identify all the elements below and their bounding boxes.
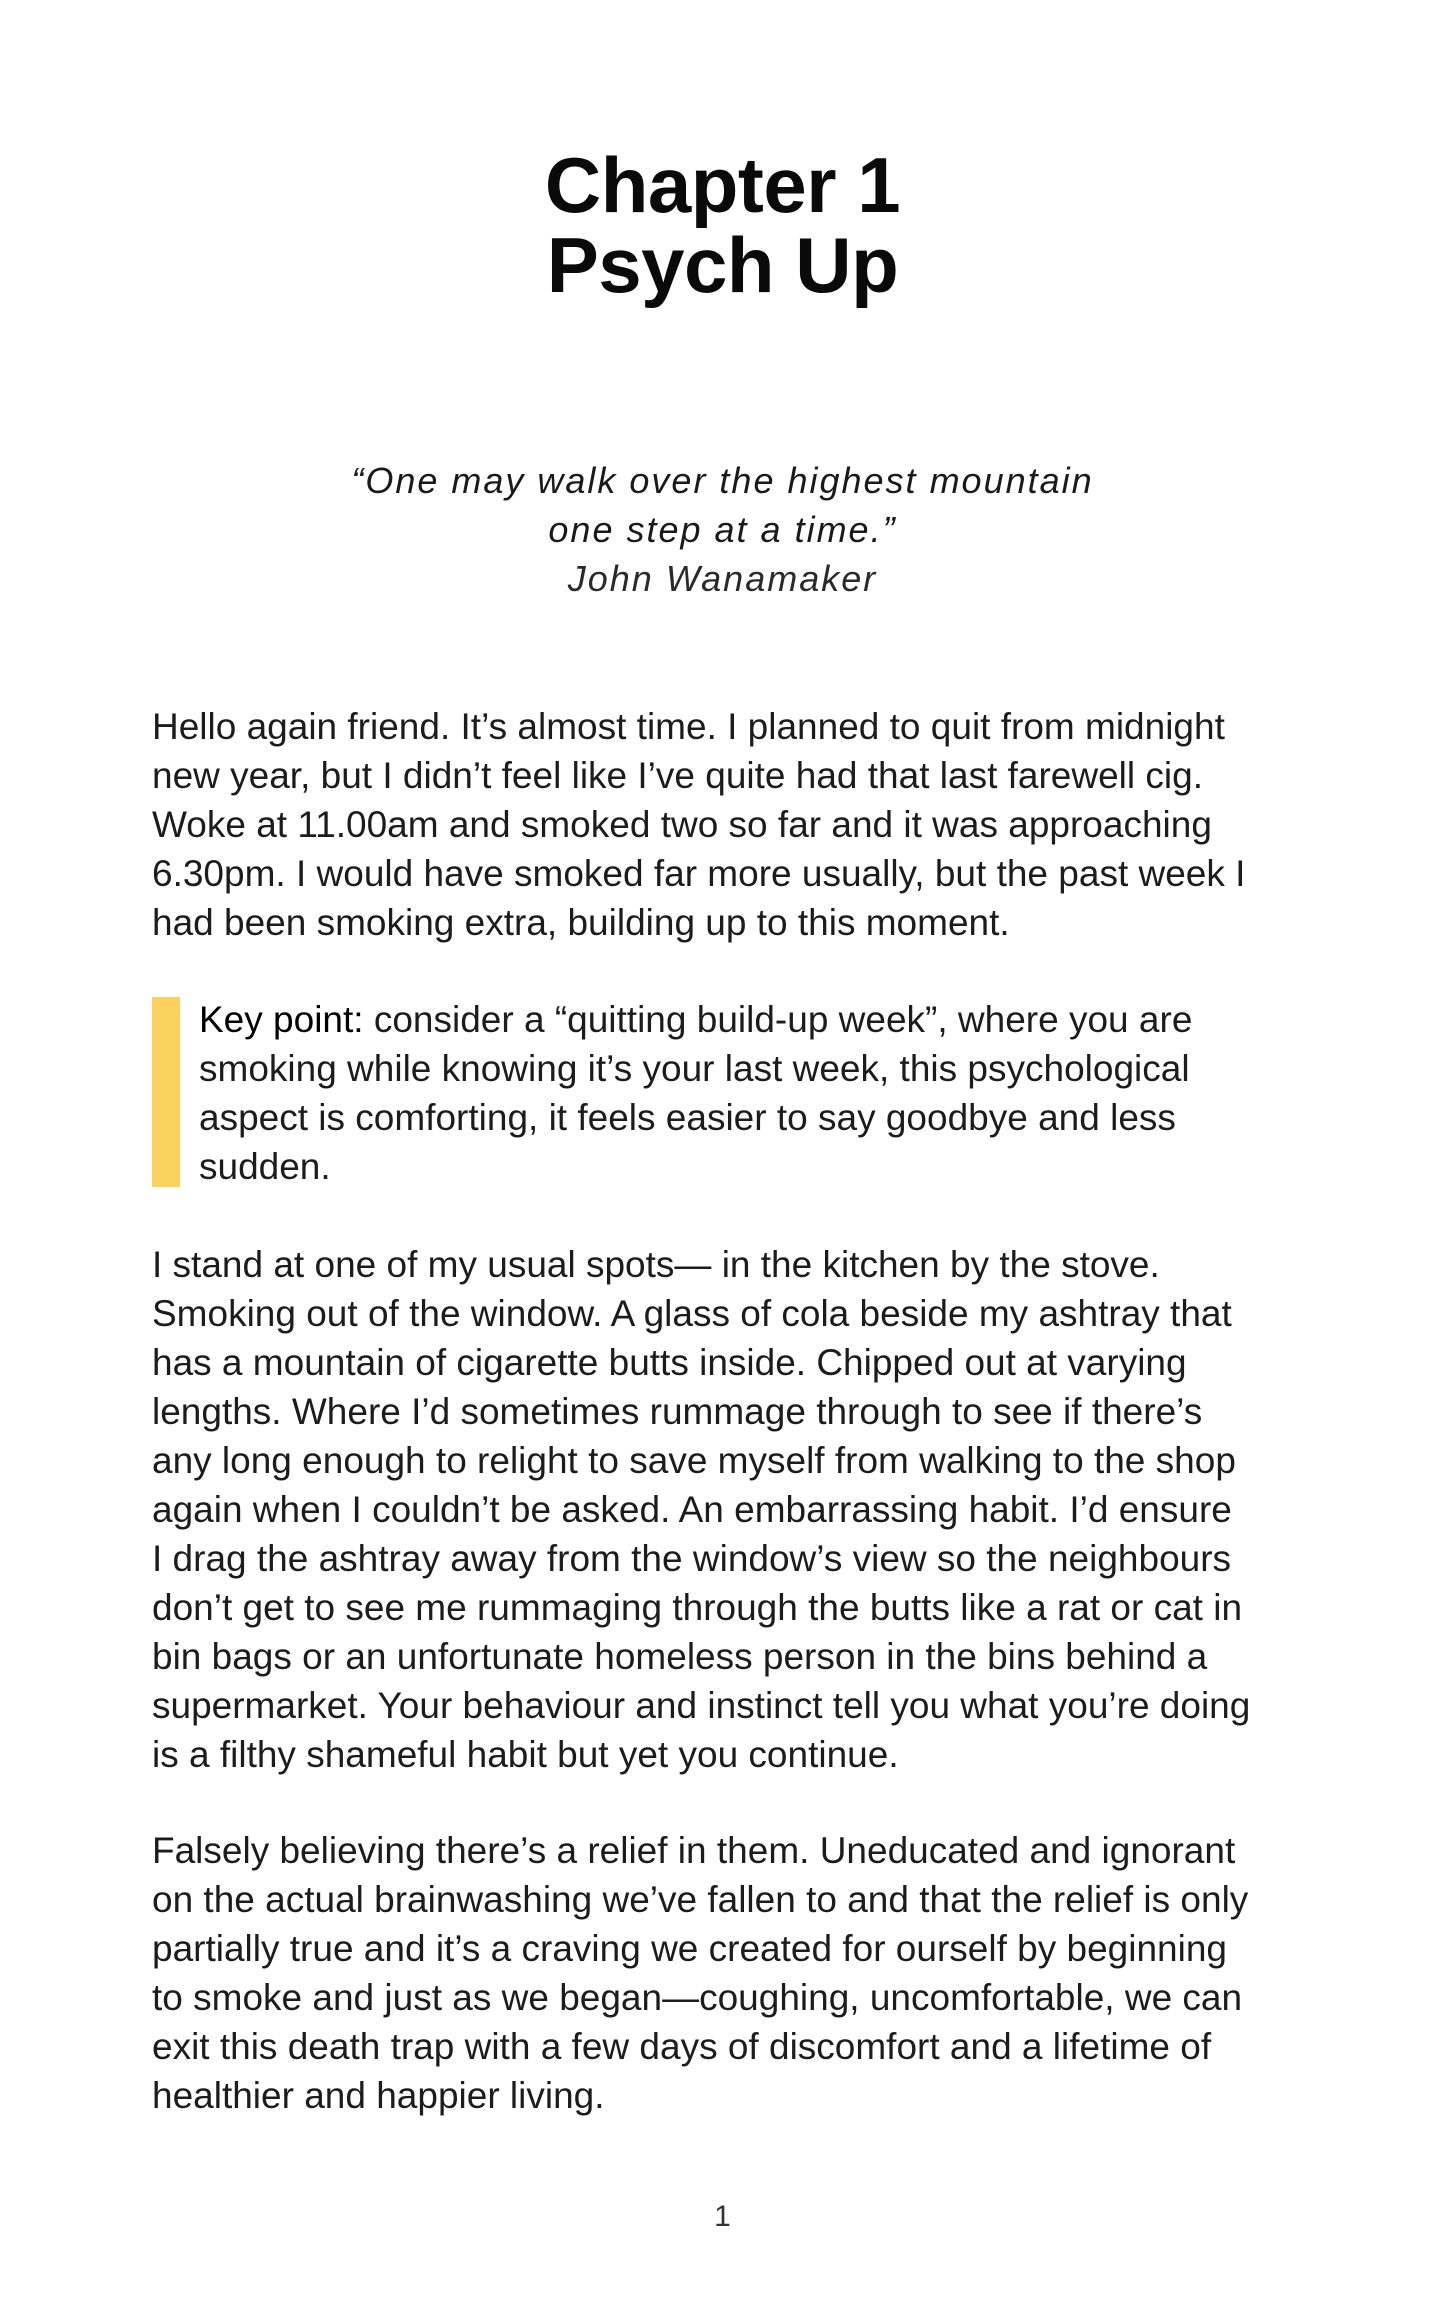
chapter-number: Chapter 1 bbox=[544, 141, 901, 229]
callout-text bbox=[199, 995, 1319, 1191]
chapter-heading bbox=[0, 141, 1445, 309]
text-line: has a mountain of cigarette butts inside. Chipped out at varying bbox=[152, 1342, 1187, 1383]
text-line: partially true and it’s a craving we created for ourself by beginning bbox=[152, 1928, 1227, 1969]
text-line: I drag the ashtray away from the window’s view so the neighbours bbox=[152, 1538, 1232, 1579]
callout-line: consider a “quitting build-up week”, where you are bbox=[363, 999, 1193, 1040]
paragraph bbox=[152, 702, 1332, 947]
paragraph bbox=[152, 1240, 1332, 1779]
text-line: to smoke and just as we began—coughing, uncomfortable, we can bbox=[152, 1977, 1243, 2018]
callout-accent-bar bbox=[152, 997, 180, 1187]
text-line: again when I couldn’t be asked. An embarrassing habit. I’d ensure bbox=[152, 1489, 1232, 1530]
text-line: I stand at one of my usual spots— in the kitchen by the stove. bbox=[152, 1244, 1160, 1285]
text-line: healthier and happier living. bbox=[152, 2075, 605, 2116]
epigraph-author: John Wanamaker bbox=[567, 558, 878, 599]
text-line: is a filthy shameful habit but yet you continue. bbox=[152, 1734, 899, 1775]
epigraph-line: one step at a time.” bbox=[548, 509, 897, 550]
page-number: 1 bbox=[714, 2200, 731, 2233]
text-line: new year, but I didn’t feel like I’ve quite had that last farewell cig. bbox=[152, 755, 1203, 796]
text-line: smoking while knowing it’s your last week, this psychological bbox=[199, 1048, 1190, 1089]
key-point-callout bbox=[152, 997, 1332, 1187]
text-line: sudden. bbox=[199, 1146, 331, 1187]
text-line: on the actual brainwashing we’ve fallen to and that the relief is only bbox=[152, 1879, 1249, 1920]
epigraph-line: “One may walk over the highest mountain bbox=[351, 460, 1094, 501]
paragraph bbox=[152, 1826, 1332, 2120]
text-line: aspect is comforting, it feels easier to say goodbye and less bbox=[199, 1097, 1176, 1138]
text-line: supermarket. Your behaviour and instinct tell you what you’re doing bbox=[152, 1685, 1251, 1726]
chapter-title: Psych Up bbox=[546, 221, 899, 309]
text-line: 6.30pm. I would have smoked far more usually, but the past week I bbox=[152, 853, 1246, 894]
text-line: had been smoking extra, building up to this moment. bbox=[152, 902, 1010, 943]
key-point-label: Key point: bbox=[199, 999, 364, 1040]
text-line: any long enough to relight to save myself from walking to the shop bbox=[152, 1440, 1236, 1481]
epigraph bbox=[0, 456, 1445, 603]
text-line: exit this death trap with a few days of discomfort and a lifetime of bbox=[152, 2026, 1212, 2067]
text-line bbox=[199, 995, 1319, 1044]
text-line: bin bags or an unfortunate homeless person in the bins behind a bbox=[152, 1636, 1208, 1677]
text-line: Hello again friend. It’s almost time. I planned to quit from midnight bbox=[152, 706, 1225, 747]
text-line: Falsely believing there’s a relief in them. Uneducated and ignorant bbox=[152, 1830, 1236, 1871]
text-line: don’t get to see me rummaging through the butts like a rat or cat in bbox=[152, 1587, 1243, 1628]
text-line: lengths. Where I’d sometimes rummage through to see if there’s bbox=[152, 1391, 1203, 1432]
text-line: Woke at 11.00am and smoked two so far and it was approaching bbox=[152, 804, 1212, 845]
text-line: Smoking out of the window. A glass of cola beside my ashtray that bbox=[152, 1293, 1232, 1334]
